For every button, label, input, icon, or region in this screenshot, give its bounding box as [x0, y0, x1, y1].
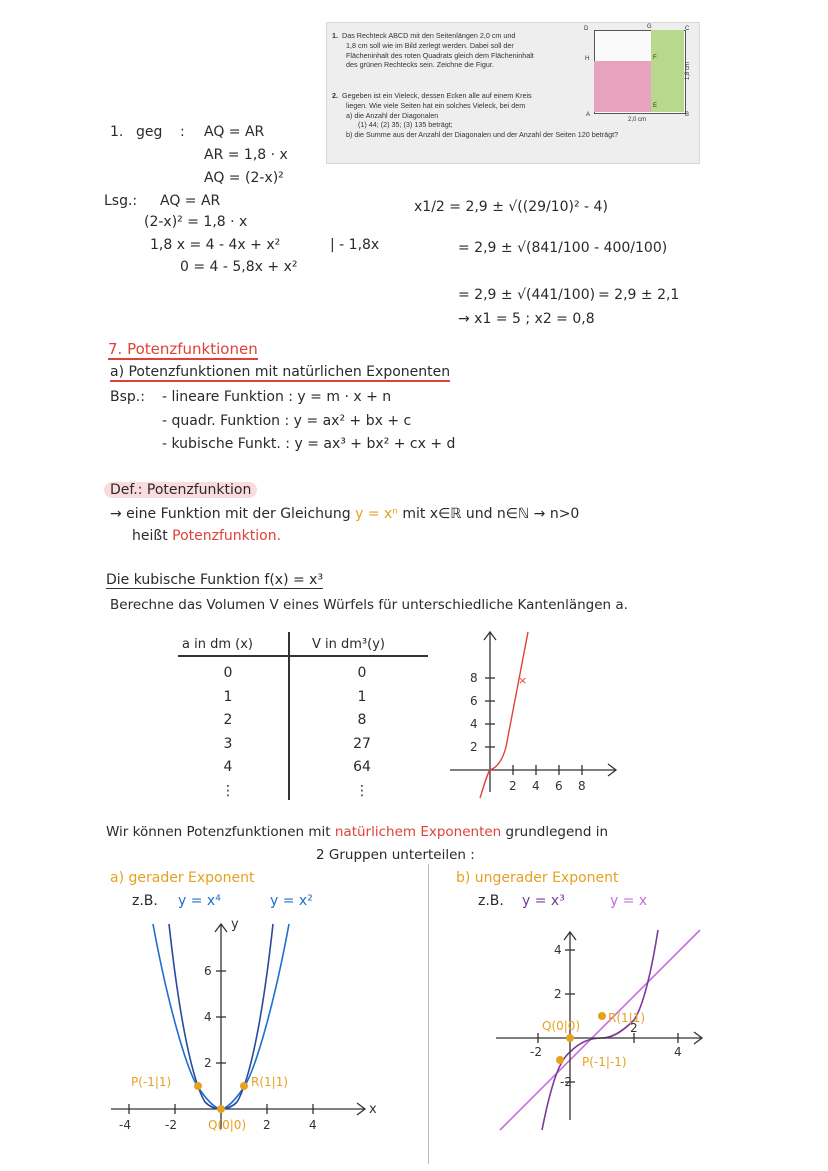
step-4: 0 = 4 - 5,8x + x²	[180, 259, 298, 275]
task-1-text: 1. Das Rechteck ABCD mit den Seitenlängen 2,0 cm und 1,8 cm soll wie im Bild zerlegt werden. Dabei soll der Flächeninhalt des roten Quadrats gleich dem Flächeninhalt des grünen Rechtecks sein. Zeichne die Figur.	[332, 31, 534, 70]
point-p	[194, 1082, 202, 1090]
definition-title: Def.: Potenzfunktion	[104, 482, 257, 498]
odd-label-q: Q(0|0)	[542, 1019, 581, 1033]
even-f2: y = x²	[270, 893, 313, 909]
cubic-curve	[480, 632, 528, 798]
step-note: | - 1,8x	[330, 237, 380, 253]
odd-f2: y = x	[610, 893, 648, 909]
label-q: Q(0|0)	[208, 1118, 247, 1132]
task-2-text: 2. Gegeben ist ein Vieleck, dessen Ecken alle auf einem Kreis liegen. Wie viele Seiten hat ein solches Vieleck, bei dem a) die Anzahl der Diagonalen (1) 44; (2) 35; (3) 135 beträgt; b) die Summe aus der Anzahl der Diagonalen und der Anzahl der Seiten 120 beträgt?	[332, 91, 619, 140]
y-tick-2: 2	[470, 740, 478, 754]
cubic-mark: ×	[518, 674, 528, 687]
table-divider	[288, 632, 290, 800]
given-line-1: AQ = AR	[204, 124, 265, 140]
label-b: B	[685, 112, 690, 118]
pq-line-2: = 2,9 ± √(841/100 - 400/100)	[458, 240, 668, 256]
example-quadratic: - quadr. Funktion : y = ax² + bx + c	[162, 413, 412, 429]
even-y-label: y	[231, 917, 239, 932]
y-tick-8: 8	[470, 671, 478, 685]
green-rectangle	[651, 30, 684, 112]
table-header-a: a in dm (x)	[182, 637, 253, 652]
example-cubic: - kubische Funkt. : y = ax³ + bx² + cx + d	[162, 436, 456, 452]
pq-line-1: x1/2 = 2,9 ± √((29/10)² - 4)	[414, 199, 608, 215]
even-x-label: x	[369, 1102, 377, 1117]
width-label: 2,0 cm	[628, 117, 647, 123]
odd-title: b) ungerader Exponent	[456, 870, 619, 886]
even-x-tick-4: 4	[309, 1118, 317, 1132]
pq-line-3: = 2,9 ± √(441/100)	[458, 287, 596, 303]
even-graph	[105, 914, 395, 1139]
example-linear: - lineare Funktion : y = m · x + n	[162, 389, 392, 405]
even-x-tick-2: 2	[263, 1118, 271, 1132]
y-tick-6: 6	[470, 694, 478, 708]
odd-point-r	[598, 1012, 606, 1020]
task-number: 1.	[110, 124, 124, 140]
group-separator	[428, 864, 429, 1164]
odd-point-p	[556, 1056, 564, 1064]
table-col-v: 0 1 8 27 64 ⋮	[353, 665, 371, 799]
label-c: C	[685, 26, 690, 32]
x-tick-8: 8	[578, 779, 586, 793]
label-f: F	[653, 55, 657, 61]
odd-x-tick-4: 4	[674, 1045, 682, 1059]
odd-eg: z.B.	[478, 893, 504, 909]
definition-line-2: heißt Potenzfunktion.	[132, 528, 282, 544]
curve-x	[500, 930, 700, 1130]
label-r: R(1|1)	[251, 1075, 289, 1089]
even-f1: y = x⁴	[178, 893, 221, 909]
label-e: E	[653, 103, 658, 109]
odd-y-tick-m2: -2	[560, 1075, 572, 1089]
point-r	[240, 1082, 248, 1090]
groups-intro-2: 2 Gruppen unterteilen :	[316, 847, 475, 863]
label-a: A	[586, 112, 591, 118]
even-y-tick-2: 2	[204, 1056, 212, 1070]
step-1: AQ = AR	[160, 193, 221, 209]
odd-label-r: R(1|1)	[608, 1011, 646, 1025]
odd-graph	[490, 920, 720, 1140]
label-d: D	[584, 26, 589, 32]
odd-x-tick-2: 2	[630, 1021, 638, 1035]
x-tick-4: 4	[532, 779, 540, 793]
section-subtitle: a) Potenzfunktionen mit natürlichen Exponenten	[110, 364, 451, 380]
step-2: (2-x)² = 1,8 · x	[144, 214, 248, 230]
label-p: P(-1|1)	[131, 1075, 172, 1089]
height-label: 1,8 cm	[685, 61, 692, 81]
table-header-v: V in dm³(y)	[312, 637, 385, 652]
definition-line-1: → eine Funktion mit der Gleichung y = xⁿ mit x∈ℝ und n∈ℕ → n>0	[110, 506, 580, 522]
pq-result: → x1 = 5 ; x2 = 0,8	[458, 311, 595, 327]
even-title: a) gerader Exponent	[110, 870, 255, 886]
odd-label-p: P(-1|-1)	[582, 1055, 627, 1069]
x-tick-2: 2	[509, 779, 517, 793]
odd-y-tick-4: 4	[554, 943, 562, 957]
label-h: H	[585, 56, 590, 62]
even-x-tick-m2: -2	[165, 1118, 177, 1132]
groups-intro: Wir können Potenzfunktionen mit natürlichem Exponenten grundlegend in	[106, 824, 609, 840]
table-col-a: 0 1 2 3 4 ⋮	[221, 665, 235, 799]
cubic-title: Die kubische Funktion f(x) = x³	[106, 572, 324, 588]
given-line-3: AQ = (2-x)²	[204, 170, 284, 186]
geg-label: geg	[136, 124, 163, 140]
odd-y-tick-2: 2	[554, 987, 562, 1001]
given-line-2: AR = 1,8 · x	[204, 147, 288, 163]
geg-colon: :	[180, 124, 185, 140]
even-x-tick-m4: -4	[119, 1118, 131, 1132]
red-square	[594, 61, 651, 112]
cubic-graph	[440, 622, 630, 802]
odd-f1: y = x³	[522, 893, 565, 909]
pq-line-4: = 2,9 ± 2,1	[598, 287, 680, 303]
even-y-tick-4: 4	[204, 1010, 212, 1024]
point-q	[217, 1105, 225, 1113]
even-y-tick-6: 6	[204, 964, 212, 978]
step-3: 1,8 x = 4 - 4x + x²	[150, 237, 281, 253]
even-eg: z.B.	[132, 893, 158, 909]
table-header-line	[178, 655, 428, 657]
lsg-label: Lsg.:	[104, 193, 138, 209]
x-tick-6: 6	[555, 779, 563, 793]
odd-point-q	[566, 1034, 574, 1042]
section-title: 7. Potenzfunktionen	[108, 340, 258, 358]
power-equation: y = xⁿ	[355, 506, 398, 522]
y-tick-4: 4	[470, 717, 478, 731]
odd-x-tick-m2: -2	[530, 1045, 542, 1059]
bsp-label: Bsp.:	[110, 389, 145, 405]
cubic-task: Berechne das Volumen V eines Würfels für unterschiedliche Kantenlängen a.	[110, 597, 628, 613]
label-g: G	[647, 24, 652, 30]
